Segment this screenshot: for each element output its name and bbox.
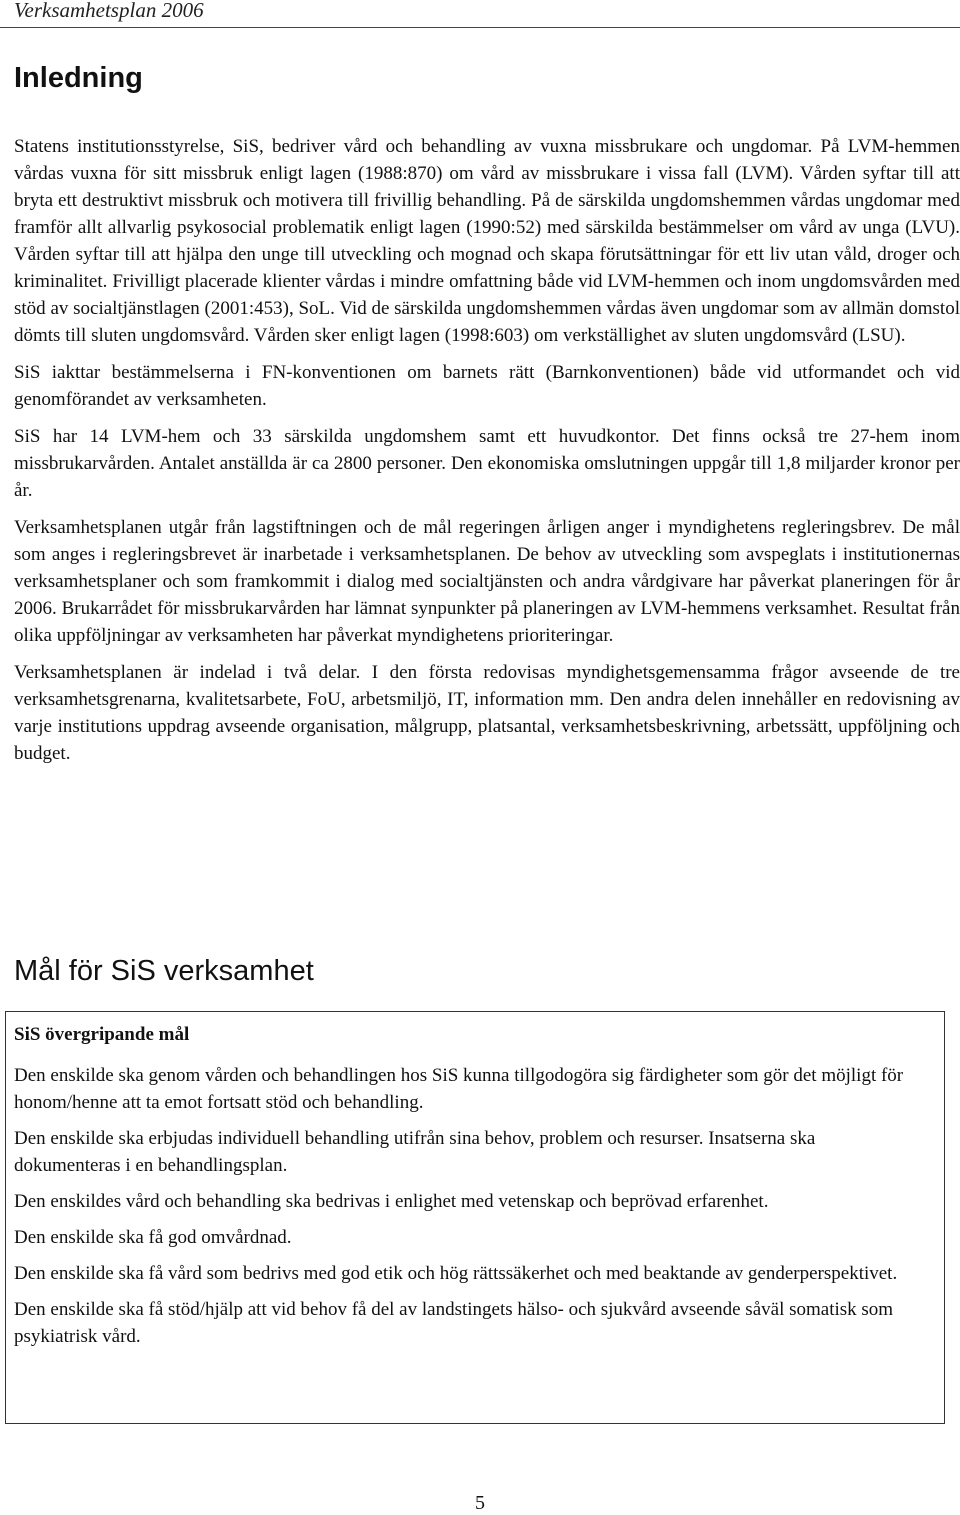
intro-paragraph: Verksamhetsplanen utgår från lagstiftningen och de mål regeringen årligen anger i myndighetens regleringsbrev. De mål som anges i regleringsbrevet är inarbetade i verksamhetsplanen. De behov av utveckling som avspeglats i institutionernas verksamhetsplaner och som framkommit i dialog med socialtjänsten och andra vårdgivare har påverkat planeringen för år 2006. Brukarrådet för missbrukarvården har lämnat synpunkter på planeringen av LVM-hemmens verksamhet. Resultat från olika uppföljningar av verksamheten har påverkat myndighetens prioriteringar. <box>14 517 960 646</box>
intro-paragraph: Verksamhetsplanen är indelad i två delar. I den första redovisas myndighetsgemensamma frågor avseende de tre verksamhetsgrenarna, kvalitetsarbete, FoU, arbetsmiljö, IT, information mm. Den andra delen innehåller en redovisning av varje institutions uppdrag avseende organisation, målgrupp, platsantal, verksamhetsbeskrivning, arbetssätt, uppföljning och budget. <box>14 662 960 764</box>
intro-body <box>14 133 960 777</box>
page-number: 5 <box>475 1492 485 1514</box>
header-rule <box>0 27 960 28</box>
goal-item: Den enskilde ska få god omvårdnad. <box>14 1227 292 1248</box>
goal-item: Den enskilde ska få stöd/hjälp att vid behov få del av landstingets hälso- och sjukvård avseende såväl somatisk som psykiatrisk vård. <box>14 1299 894 1347</box>
intro-paragraph: SiS iakttar bestämmelserna i FN-konventionen om barnets rätt (Barnkonventionen) både vid utformandet och vid genomförandet av verksamheten. <box>14 362 960 410</box>
running-header: Verksamhetsplan 2006 <box>14 0 204 22</box>
goals-box <box>5 1011 945 1424</box>
goal-item: Den enskildes vård och behandling ska bedrivas i enlighet med vetenskap och beprövad erfarenhet. <box>14 1191 769 1212</box>
section-heading-intro: Inledning <box>14 62 143 94</box>
section-heading-goals: Mål för SiS verksamhet <box>14 955 314 987</box>
intro-paragraph: Statens institutionsstyrelse, SiS, bedriver vård och behandling av vuxna missbrukare och ungdomar. På LVM-hemmen vårdas vuxna för sitt missbruk enligt lagen (1988:870) om vård av missbrukare i vissa fall (LVM). Vården syftar till att bryta ett destruktivt missbruk och motivera till frivillig behandling. På de särskilda ungdomshemmen vårdas ungdomar med framför allt allvarlig psykosocial problematik enligt lagen (1990:52) med särskilda bestämmelser om vård av unga (LVU). Vården syftar till att hjälpa den unge till utveckling och mognad och skapa förutsättningar för ett liv utan våld, droger och kriminalitet. Frivilligt placerade klienter vårdas i mindre omfattning både vid LVM-hemmen och inom ungdomsvården med stöd av socialtjänstlagen (2001:453), SoL. Vid de särskilda ungdomshemmen vårdas även ungdomar som av allmän domstol dömts till sluten ungdomsvård. Vården sker enligt lagen (1998:603) om verkställighet av sluten ungdomsvård (LSU). <box>14 136 960 346</box>
goal-item: Den enskilde ska få vård som bedrivs med god etik och hög rättssäkerhet och med beaktande av genderperspektivet. <box>14 1263 898 1284</box>
goal-item: Den enskilde ska genom vården och behandlingen hos SiS kunna tillgodogöra sig färdigheter som gör det möjligt för honom/henne att ta emot fortsatt stöd och behandling. <box>14 1065 904 1113</box>
goal-item: Den enskilde ska erbjudas individuell behandling utifrån sina behov, problem och resurser. Insatserna ska dokumenteras i en behandlingsplan. <box>14 1128 816 1176</box>
goals-box-title: SiS övergripande mål <box>14 1024 190 1045</box>
intro-paragraph: SiS har 14 LVM-hem och 33 särskilda ungdomshem samt ett huvudkontor. Det finns också tre 27-hem inom missbrukarvården. Antalet anställda är ca 2800 personer. Den ekonomiska omslutningen uppgår till 1,8 miljarder kronor per år. <box>14 426 960 501</box>
